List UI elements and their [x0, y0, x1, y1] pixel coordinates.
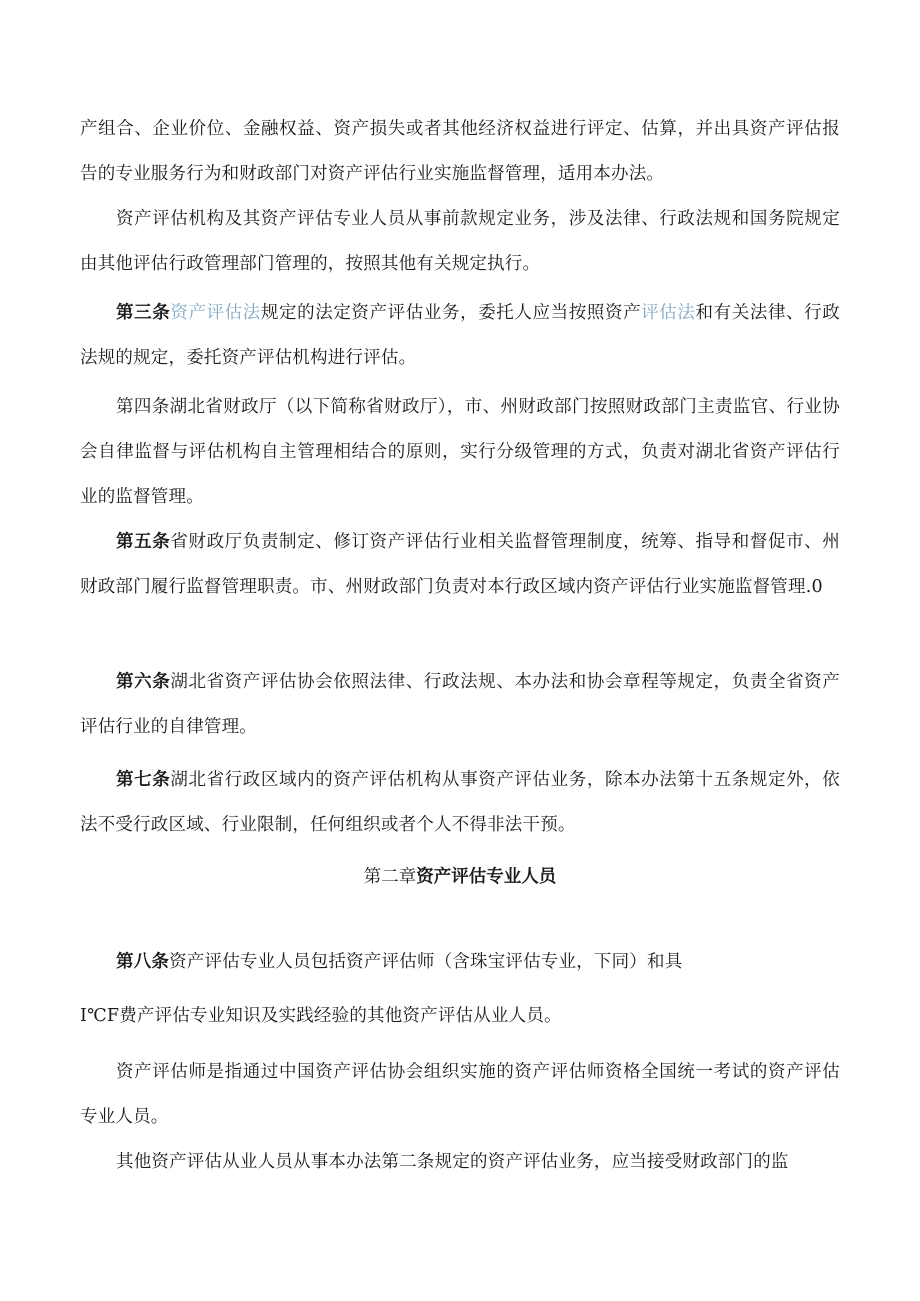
law-link[interactable]: 评估法: [641, 303, 696, 323]
article-label: 第六条: [116, 672, 171, 692]
article-text: 规定的法定资产评估业务，委托人应当按照资产: [260, 303, 642, 323]
paragraph-scope-note: 资产评估机构及其资产评估专业人员从事前款规定业务，涉及法律、行政法规和国务院规定由其他评估行政管理部门管理的，按照其他有关规定执行。: [80, 209, 840, 274]
chapter-number: 第二章: [363, 867, 417, 887]
paragraph-other-practitioners: 其他资产评估从业人员从事本办法第二条规定的资产评估业务，应当接受财政部门的监: [116, 1152, 789, 1172]
chapter-heading: [0, 855, 920, 900]
article-label: 第八条: [116, 952, 170, 972]
paragraph-continuation: 产组合、企业价位、金融权益、资产损失或者其他经济权益进行评定、估算，并出具资产评估报告的专业服务行为和财政部门对资产评估行业实施监督管理，适用本办法。: [80, 119, 840, 184]
article-text: 省财政厅负责制定、修订资产评估行业相关监督管理制度，统筹、指导和督促市、州财政部门履行监督管理职责。市、州财政部门负责对本行政区域内资产评估行业实施监督管理.0: [80, 532, 840, 597]
law-link[interactable]: 资产评估法: [170, 303, 261, 323]
article-6: [80, 660, 840, 750]
article-text: 湖北省行政区域内的资产评估机构从事资产评估业务，除本办法第十五条规定外，依法不受行政区域、行业限制，任何组织或者个人不得非法干预。: [80, 770, 840, 835]
article-text: 和有关法律、行政法规的规定，委托资产评估机构进行评估。: [80, 303, 840, 368]
article-7: [80, 758, 840, 848]
paragraph-cpv-definition: 资产评估师是指通过中国资产评估协会组织实施的资产评估师资格全国统一考试的资产评估专业人员。: [80, 1062, 840, 1127]
article-text: 资产评估专业人员包括资产评估师（含珠宝评估专业，下同）和具: [169, 952, 683, 972]
article-text: 湖北省资产评估协会依照法律、行政法规、本办法和协会章程等规定，负责全省资产评估行业的自律管理。: [80, 672, 840, 737]
chapter-title: 资产评估专业人员: [416, 867, 557, 887]
article-label: 第三条: [116, 303, 171, 323]
article-5: [80, 520, 840, 610]
article-4: 第四条湖北省财政厅（以下简称省财政厅），市、州财政部门按照财政部门主责监官、行业协会自律监督与评估机构自主管理相结合的原则，实行分级管理的方式，负责对湖北省资产评估行业的监督管理。: [80, 397, 840, 507]
article-8: [80, 940, 840, 985]
article-3: [80, 291, 840, 381]
article-label: 第七条: [116, 770, 171, 790]
article-8-continuation: I℃F费产评估专业知识及实践经验的其他资产评估从业人员。: [80, 1006, 562, 1026]
article-label: 第五条: [116, 532, 171, 552]
